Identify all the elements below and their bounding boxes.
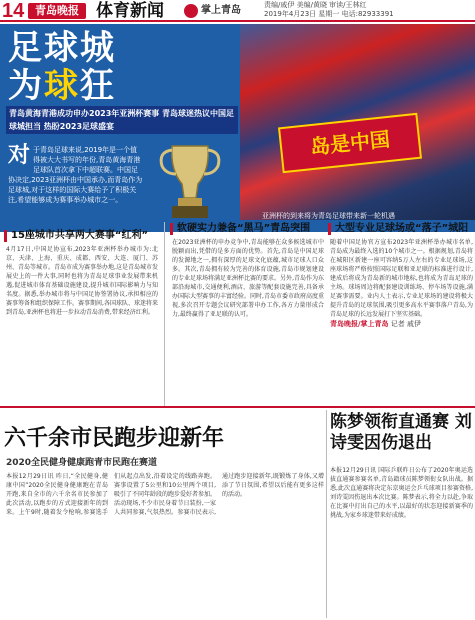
col3-byline-label: 青岛晚报/掌上青岛 [330,320,389,328]
newspaper-brand: 青岛晚报 [28,3,86,19]
bottom-left-title: 六千余市民跑步迎新年 [4,426,225,451]
col2-heading: 软硬实力兼备“黑马”青岛突围 [170,223,320,235]
headline-subtitle: 青岛黄海青港成功申办2023年亚洲杯赛事 青岛球迷热议中国足球城担当 热盼2023足球盛宴 [6,106,238,134]
page-header [0,0,475,22]
headline-post: 狂 [80,66,116,106]
col3-byline-name: 记者 戚伊 [390,320,422,328]
column-divider [164,222,165,406]
bottom-divider [326,410,327,618]
section-divider [0,406,475,408]
headline-line2 [8,68,116,104]
col1-body: 4月17日,中国足协宣布,2023年亚洲杯举办城市为:北京、天津、上海、重庆、成都、西安、大连、厦门、苏州、青岛等城市。青岛市成为赛事举办地,这是青岛城市发展史上的一件大事,同时也将为青岛足球事业发展带来机遇,促进城市体育基础设施建设,提升城市国际影响力与知名度。据悉,举办城市将与中国足协签署协议,承担相应的赛事筹备和组织保障工作。赛事期间,各国球队、球迷将来到青岛,亚洲杯也将进一步拉动青岛消费,带来经济红利。 [6,246,158,316]
editor-meta [264,1,394,19]
bottom-right-title: 陈梦领衔直通赛 刘诗雯因伤退出 [330,412,472,453]
col3-text: 随着中国足协官方宣布2023年亚洲杯举办城市名单,青岛成为最终入选的10个城市之一。根据规划,青岛将在城阳区新建一座可容纳5万人左右的专业足球场,这座球场将严格按照国际足联和亚足联的标准进行设计,建成后将成为青岛新的城市地标,也将成为青岛足球的主场。球场周边将配套建设训练场、停车场等设施,满足赛事需要。业内人士表示,专业足球场的建设将极大提升青岛的足球氛围,吸引更多高水平赛事落户青岛,为青岛足球的长远发展打下坚实基础。 [330,239,473,318]
intro-paragraph [8,145,143,205]
fans-banner: 岛是中国 [278,113,422,173]
photo-caption: 亚洲杯的到来将为青岛足球带来新一轮机遇 [262,212,395,220]
intro-drop-cap: 对 [8,143,31,168]
headline-line1: 足球城 [8,28,116,68]
headline-pre: 为 [8,66,44,106]
section-title: 体育新闻 [96,1,164,21]
bottom-left-body: 本报12月29日讯 昨日,“全民健身,健康中国”2020全民健身健康跑在青岛开跑,来自全市的六千余名市民参加了此次活动,以跑步的方式迎接新年的到来。上午9时,随着发令枪响,参赛选手们从起点出发,沿着设定的线路奔跑。赛事设置了5公里和10公里两个项目,吸引了不同年龄段的跑步爱好者参加。活动现场,不少市民身着节日装扮,一家人共同参赛,气氛热烈。参赛市民表示,通过跑步迎接新年,既锻炼了身体,又增添了节日氛围,希望以后能有更多这样的活动。 [6,473,324,516]
headline-accent: 球 [44,66,80,106]
col3-byline [330,319,473,329]
asian-cup-trophy-icon [150,140,230,224]
editor-meta-line1: 责编/戚伊 美编/黄晓 审读/王林红 [264,1,367,9]
page-number: 14 [2,0,25,22]
editor-meta-line2: 2019年4月23日 星期一 电话:82933391 [264,10,394,18]
bottom-right-body: 本报12月29日讯 国际乒联昨日公布了2020年奥运选拔直通赛参赛名单,青岛籍球员陈梦领衔女队出战。据悉,此次直通赛将决定东京奥运会乒乓球项目参赛资格,刘诗雯因伤退出本次比赛。陈梦表示,将全力以赴,争取在比赛中打出自己的水平,以最好的状态迎接新赛季的挑战,为家乡球迷带来好成绩。 [330,467,473,519]
app-name: 掌上青岛 [201,5,241,16]
col2-body: 在2023亚洲杯的申办竞争中,青岛能够在众多候选城市中脱颖而出,凭借的是多方面的优势。首先,青岛是中国足球的发源地之一,拥有深厚的足球文化底蕴,城市足球人口众多。其次,青岛拥有较为完善的体育设施,青岛市规划建设的专业足球场将满足亚洲杯比赛的要求。另外,青岛作为东部沿海城市,交通便利,酒店、旅游等配套设施完善,具备承办国际大型赛事的丰富经验。同时,青岛市委市政府高度重视,多次召开专题会议研究部署申办工作,各方力量形成合力,最终赢得了亚足联的认可。 [172,239,324,318]
bottom-left-subtitle: 2020全民健身健康跑青市民跑在赛道 [6,458,158,468]
col3-heading: 大型专业足球场或“落子”城阳 [328,223,473,235]
intro-text: 于青岛足球来说,2019年是一个值得被大大书写的年份,青岛黄海青港足球队首次拿下中超联赛。中国足协决定,2023亚洲杯由中国承办,而青岛作为足球城,对于这样的国际大赛给予了积极关注,希望能够成为赛事举办城市之一。 [8,146,143,204]
qingdao-app-logo-icon [184,4,198,18]
col1-heading: 15座城市共享两大赛事“红利” [4,230,154,242]
